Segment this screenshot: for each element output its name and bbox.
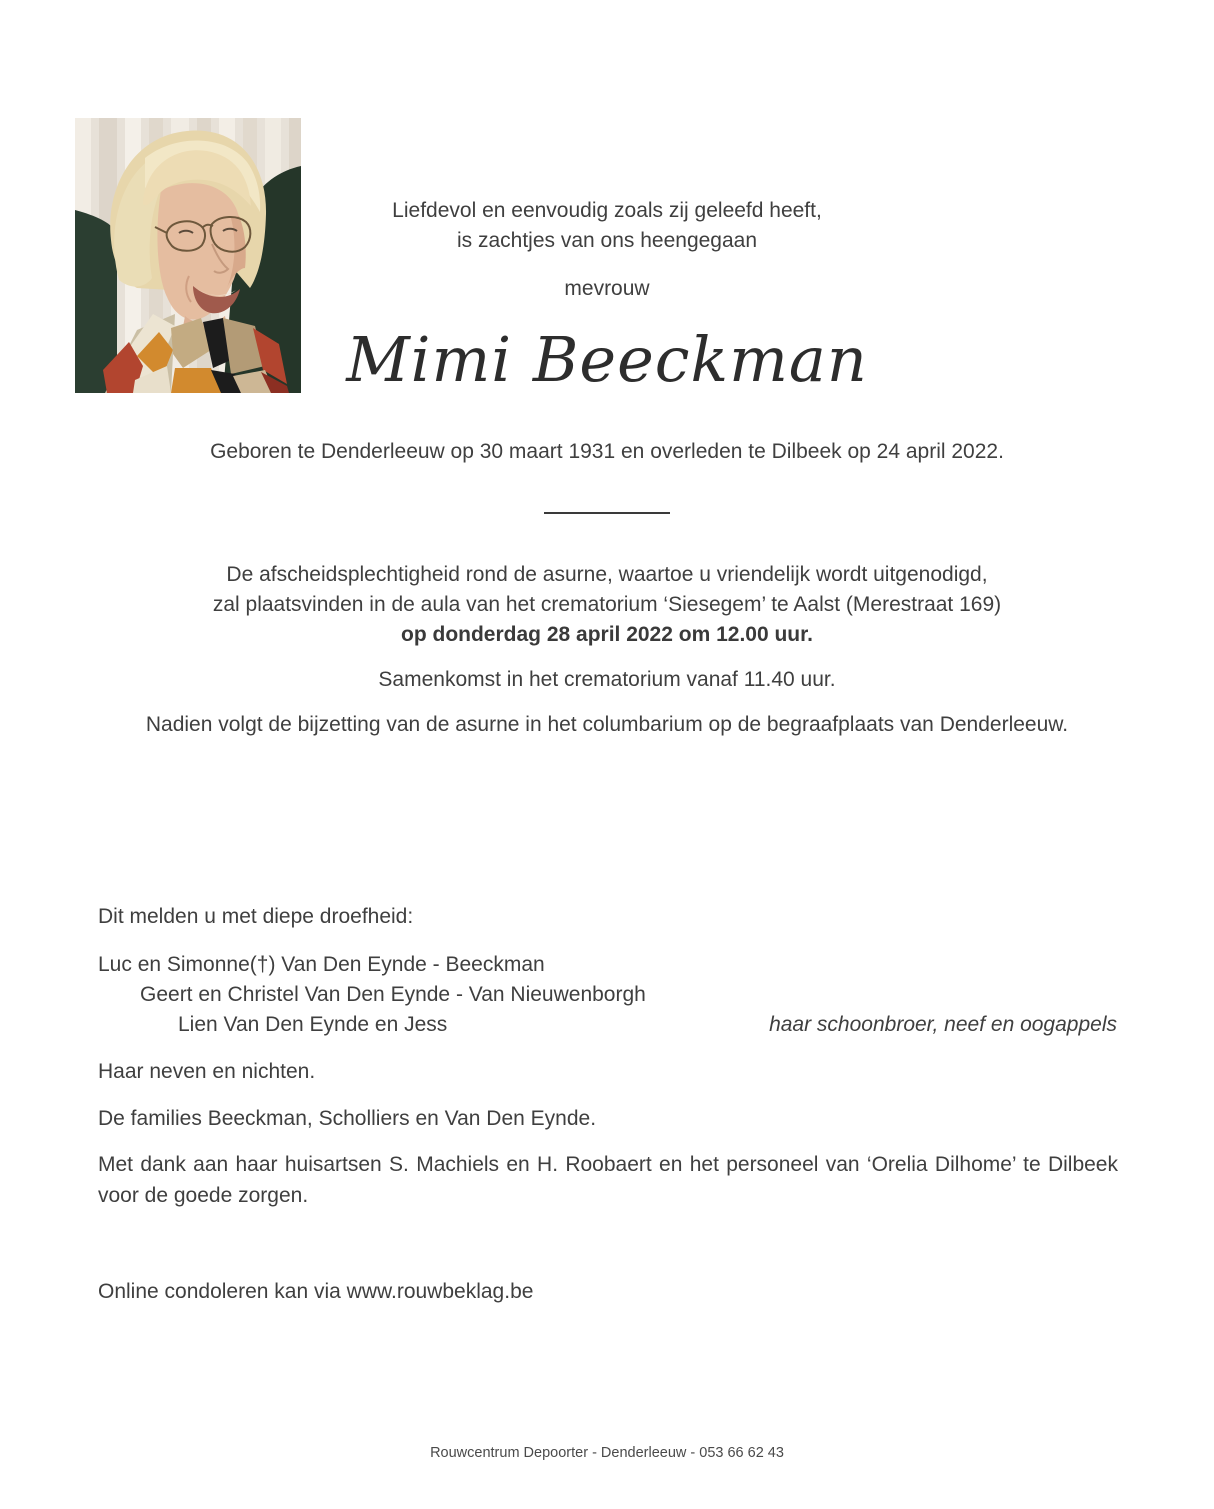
families-line: De families Beeckman, Scholliers en Van Den Eynde. [98, 1107, 597, 1130]
opening-line-2: is zachtjes van ons heengegaan [456, 229, 758, 252]
relatives-line: Haar neven en nichten. [98, 1060, 316, 1083]
family-member: Geert en Christel Van Den Eynde - Van Nieuwenborgh [140, 983, 646, 1006]
opening-verse [0, 196, 1214, 256]
ceremony-date-time: op donderdag 28 april 2022 om 12.00 uur. [401, 623, 813, 646]
family-intro: Dit melden u met diepe droefheid: [98, 905, 414, 928]
interment-line: Nadien volgt de bijzetting van de asurne in het columbarium op de begraafplaats van Denderleeuw. [145, 713, 1069, 736]
online-condolence-line: Online condoleren kan via www.rouwbeklag.be [98, 1280, 534, 1303]
opening-line-1: Liefdevol en eenvoudig zoals zij geleefd heeft, [392, 199, 822, 222]
gathering-line: Samenkomst in het crematorium vanaf 11.40 uur. [378, 668, 836, 691]
relation-note: haar schoonbroer, neef en oogappels [769, 1013, 1117, 1036]
family-member: Lien Van Den Eynde en Jess [178, 1013, 448, 1036]
birth-death-line: Geboren te Denderleeuw op 30 maart 1931 en overleden te Dilbeek op 24 april 2022. [210, 440, 1004, 463]
thanks-paragraph: Met dank aan haar huisartsen S. Machiels en H. Roobaert en het personeel van ‘Orelia Dilhome’ te Dilbeek voor de goede zorgen. [98, 1153, 1118, 1207]
divider-line [544, 512, 670, 514]
salutation: mevrouw [564, 277, 650, 300]
ceremony-line-2: zal plaatsvinden in de aula van het crematorium ‘Siesegem’ te Aalst (Merestraat 169) [212, 593, 1002, 616]
family-member: Luc en Simonne(†) Van Den Eynde - Beeckman [98, 953, 545, 976]
ceremony-line-1: De afscheidsplechtigheid rond de asurne, waartoe u vriendelijk wordt uitgenodigd, [226, 563, 988, 586]
funeral-home-footer: Rouwcentrum Depoorter - Denderleeuw - 053 66 62 43 [430, 1445, 784, 1461]
ceremony-paragraph [0, 560, 1214, 650]
deceased-name: Mimi Beeckman [346, 323, 868, 396]
